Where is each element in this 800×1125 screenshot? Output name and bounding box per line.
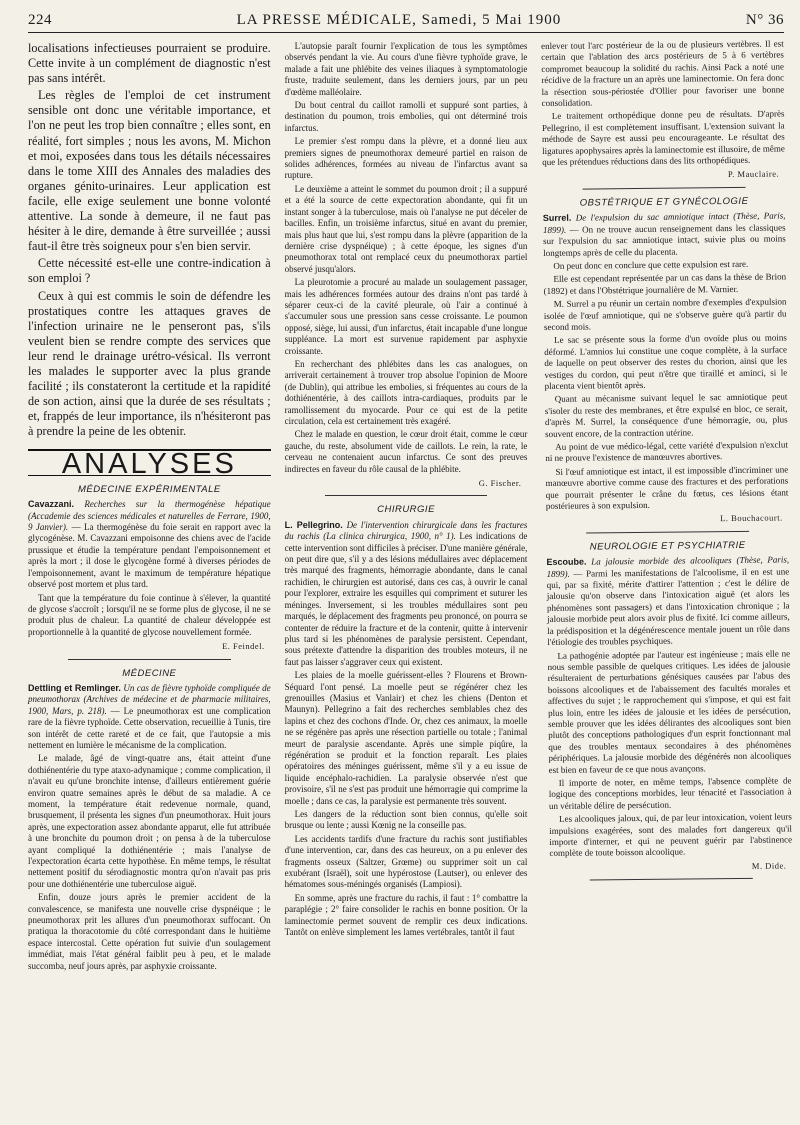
rubric-heading: NEUROLOGIE ET PSYCHIATRIE bbox=[589, 539, 746, 553]
abstract-text: Le malade, âgé de vingt-quatre ans, était atteint d'une dothiénentérie du type ataxo-adynamique ; comme complication, il n'avait eu qu'une bronchite intense, d'ailleurs entièrement guérie environ quatre semaines après le début de sa maladie. A ce moment, la température était redevenue normale, quand, brusquement, il présenta les signes d'un pneumothorax. Huit jours après, une expectoration assez abondante apparut, elle fut attribuée à une bronchite du poumon droit ; on pensa à de la tuberculose ayant compliqué la dothiénentérie ; mais l'analyse de l'expectoration écarta cette hypothèse. En même temps, le résultat nettement positif du sérodiagnostic montra qu'on n'avait pas pris pour une dothiénentérie une tuberculose aiguë. bbox=[28, 753, 271, 889]
abstract-text: Les plaies de la moelle guérissent-elles ? Flourens et Brown-Séquard l'ont pensé. La moelle peut se régénérer chez les grenouilles (Masius et Vanlair) et chez les chiens (Denton et Maunyn). Pellegrino a fait des recherches semblables chez des lapins et chez des cochons d'Inde. Or, chez ces animaux, la moelle ne se régénère pas après une résection partielle ou totale ; l'animal meurt de paralysie ascendante. Après une simple piqûre, la régénération se produit et la fonction reparaît. Les plaies opératoires des méninges guérissent, même s'il y a eu issue de liquide encéphalo-rachidien. La paralysie observée n'est que provisoire, s'il ne s'est pas produit une hémorragie qui comprime la moelle ; dans ce cas, la paralysie est permanente très souvent. bbox=[284, 670, 528, 806]
abstract-text: — Le pneumothorax est une complication rare de la fièvre typhoïde. Cette observation, recueillie à Tunis, tire son intérêt de cette rareté et de ce fait, que l'autopsie a mis nettement en lumière le mécanisme de la complication. bbox=[28, 705, 271, 750]
paragraph: Ceux à qui est commis le soin de défendre les prostatiques contre les attaques graves de l'infection urinaire ne le penseront pas, s'ils veulent bien se rendre compte des services que leur rend le drainage urétro-vésical. Ils verront les malades le supporter avec la plus grande facilité ; ils constateront la certitude et la rapidité de son action, ainsi que la durée de ses résultats ; et, frappés de leur importance, ils n'hésiteront pas à prendre la peine de les obtenir. bbox=[28, 288, 271, 439]
abstract-text: enlever tout l'arc postérieur de la ou de plusieurs vertèbres. Il est certain que l'ablation des arcs postérieurs de 5 à 6 vertèbres compromet beaucoup la solidité du rachis. Ainsi Pack a noté une récidive de la fracture un an après une laminectomie. On fera donc la résection sous-périostée d'Ollier pour favoriser une bonne consolidation. bbox=[541, 38, 785, 109]
abstract-text: En recherchant des phlébites dans les cas analogues, on arriverait certainement à trouver trop absolue l'opinion de Moore (de Dublin), qui attribue les embolies, si fréquentes au cours de la dothiénentérie, à des caillots intra-cardiaques, produits par le ramollissement du myocarde. Pour ce qui est de la petite circulation, cela est certainement très exagéré. bbox=[284, 358, 528, 426]
abstract-text: La pleurotomie a procuré au malade un soulagement passager, mais les adhérences formées autour des drains n'ont pas tardé à séparer ceux-ci de la cavité pleurale, où l'air a continué à s'accumuler sous une pression sans cesse croissante. Le poumon opposé, siège, lui aussi, d'un infarctus, était incapable d'une longue suppléance. La mort est survenue rapidement par asphyxie croissante. bbox=[284, 277, 528, 356]
issue-number: N° 36 bbox=[745, 12, 784, 28]
signature: P. Mauclaire. bbox=[728, 168, 780, 180]
separator bbox=[325, 495, 488, 496]
abstract-title: De l'expulsion du sac amniotique intact bbox=[576, 211, 730, 223]
abstract-title: De l'intervention chirurgicale dans les fractures du rachis bbox=[284, 519, 528, 542]
rubric-heading: OBSTÉTRIQUE ET GYNÉCOLOGIE bbox=[579, 195, 749, 209]
abstract-entry bbox=[28, 683, 271, 972]
paragraph: Cette nécessité est-elle une contre-indication à son emploi ? bbox=[28, 256, 271, 286]
column-right bbox=[541, 38, 793, 974]
column-middle bbox=[285, 41, 528, 974]
abstract-author: Escoube. bbox=[546, 556, 587, 568]
abstract-text: Si l'œuf amniotique est intact, il est impossible d'incriminer une manœuvre abortive comme cause des fractures et des perforations que pourrait présenter le crâne du fœtus, ces lésions étant postérieures à son expulsion. bbox=[545, 464, 789, 512]
abstract-text: — On ne trouve aucun renseignement dans les classiques sur l'expulsion du sac amniotique intact, suivie plus ou moins longtemps après de celle du placenta. bbox=[543, 222, 787, 258]
abstract-text: Enfin, douze jours après le premier accident de la convalescence, se manifesta une nouvelle crise dyspnéique ; le pneumothorax prit les allures d'un pneumothorax suffocant. On pratiqua la thoracotomie du côté correspondant dans le huitième espace intercostal. Cette opération fut suivie d'un soulagement immédiat, mais l'état général faiblit peu à peu, et le malade succomba, neuf jours après, par asphyxie croissante. bbox=[28, 892, 271, 971]
abstract-title: Recherches sur la thermogénèse hépatique bbox=[84, 499, 271, 510]
separator bbox=[68, 659, 231, 660]
column-left bbox=[28, 41, 271, 974]
section-title: ANALYSES bbox=[61, 448, 237, 481]
abstract-text: Chez le malade en question, le cœur droit était, comme le cœur gauche, du reste, absolument vide de caillots. Le rein, la rate, le cerveau ne contenaient aucun infarctus. Ce sont des preuves indirectes en faveur du rôle causal de la phlébite. bbox=[284, 429, 528, 474]
abstract-text: — La thermogénèse du foie serait en rapport avec la glycogénèse. M. Cavazzani empoisonne des chiens avec de l'acide prussique et étudie la température pendant l'empoisonnement et après la mort ; il dose le glycogène formé à diverses périodes de l'empoisonnement, avant le maximum de température hépatique observé post mortem et plus tard. bbox=[28, 522, 271, 590]
abstract-author: Dettling et Remlinger. bbox=[28, 682, 121, 693]
abstract-author: L. Pellegrino. bbox=[284, 519, 343, 530]
rubric-heading: CHIRURGIE bbox=[377, 504, 435, 516]
abstract-text: Quant au mécanisme suivant lequel le sac amniotique peut s'isoler du reste des membranes, et être expulsé en bloc, ce serait, d'après M. Surrel, la conséquence d'une hémorragie, ou, plus souvent encore, de la contraction utérine. bbox=[545, 391, 789, 439]
page-header bbox=[28, 12, 784, 33]
abstract-text: Les indications de cette intervention sont difficiles à préciser. D'une manière générale, on peut dire que, s'il y a des lésions médullaires avec déplacement très marqué des fragments, hémorragie abondante, dans le canal rachidien, le chirurgien est autorisé, dans ces cas, à ouvrir le canal pour l'explorer, extraire les esquilles qui compriment et suturer les méninges. Inversement, si les troubles médullaires sont peu marqués, le déplacement des fragments peu prononcé, on pourra se contenter de réduire la fracture et de la contenir, quitte à intervenir plus tard si les phénomènes de paralysie persistent. Cependant, sous prétexte d'attendre la disparition des troubles moteurs, il ne faut pas laisser s'aggraver ceux qui existent. bbox=[284, 531, 528, 667]
abstract-text: La pathogénie adoptée par l'auteur est ingénieuse ; mais elle ne nous semble passible de quelques critiques. Les idées de jalousie résulteraient de perturbations génésiques causées par l'abus des boissons alcooliques et de l'abaissement des facultés morales et affectives du sujet ; le rapprochement qui s'impose, et qui est fait plus loin, entre les idées de jalousie et les idées de persécution, semble prouver que les idées délirantes des alcooliques sont bien plutôt des conceptions pathologiques d'un esprit fonctionnant mal que des troubles mentaux secondaires à des phénomènes périphériques. La jalousie morbide des dégénérés non alcooliques est bien en faveur de ce que nous avançons. bbox=[547, 647, 792, 775]
abstract-text: Le traitement orthopédique donne peu de résultats. D'après Pellegrino, il est complètement insuffisant. L'extension suivant la méthode de Sayre est aussi peu encourageante. Le résultat des ligatures apophysaires après la laminectomie est illusoire, de même que les prétendues réductions dans des lits orthopédiques. bbox=[542, 108, 786, 168]
separator bbox=[583, 187, 746, 190]
separator bbox=[586, 531, 749, 534]
abstract-source: (La clinica chirurgica, 1900, n° 1). bbox=[323, 531, 456, 542]
abstract-text: Les accidents tardifs d'une fracture du rachis sont justifiables d'une intervention, car, dans des cas heureux, on a pu enlever des fragments osseux (Saltzer, Grœme) ou supprimer soit un cal exubérant (Israël), soit une hypérostose (Lautser), ou enlever des hématomes sous-méningés organisés (Lampiosi). bbox=[284, 833, 528, 890]
signature: L. Bouchacourt. bbox=[720, 512, 784, 524]
signature: G. Fischer. bbox=[478, 478, 522, 489]
abstract-author: Surrel. bbox=[543, 212, 572, 224]
journal-title: LA PRESSE MÉDICALE, Samedi, 5 Mai 1900 bbox=[236, 12, 562, 28]
rubric-heading: MÉDECINE EXPÉRIMENTALE bbox=[77, 483, 221, 495]
abstract-text: Les dangers de la réduction sont bien connus, qu'elle soit brusque ou lente ; aussi Kœnig ne la conseille pas. bbox=[284, 809, 528, 831]
rubric-heading: MÉDECINE bbox=[122, 667, 177, 679]
abstract-title: La jalousie morbide des alcooliques bbox=[591, 555, 733, 567]
abstract-text: On peut donc en conclure que cette expulsion est rare. bbox=[553, 258, 749, 271]
abstract-text: Au point de vue médico-légal, cette variété d'expulsion n'exclut ni ne prouve l'existence de manœuvres abortives. bbox=[545, 439, 789, 464]
abstract-text: En somme, après une fracture du rachis, il faut : 1° combattre la paraplégie ; 2° faire consolider le rachis en bonne position. Or la laminectomie permet souvent de remplir ces deux indications. Tantôt on enlève simplement les lames vertébrales, tantôt il faut bbox=[284, 892, 528, 938]
abstract-text: M. Surrel a pu réunir un certain nombre d'exemples d'expulsion isolée de l'œuf amniotique, qui ne s'observe guère qu'à partir du second mois. bbox=[544, 296, 787, 332]
abstract-text: — Parmi les manifestations de l'alcoolisme, il en est une qui, par sa fixité, mérite d'attirer l'attention ; c'est le délire de jalousie qu'on observe dans l'intoxication aiguë (et alors les phénomènes sont passagers) et dans l'intoxication chronique ; la jalousie morbide peut alors avoir plus de fixité. Ici comme ailleurs, la prédisposition et la dégénérescence mentale jouent un rôle dans l'étiologie des troubles psychiques. bbox=[546, 566, 791, 648]
signature: M. Dide. bbox=[752, 860, 787, 871]
abstract-entry bbox=[28, 499, 271, 638]
paragraph: Les règles de l'emploi de cet instrument sensible ont donc une véritable importance, et l'on ne peut les trop bien connaître ; elles sont, en réalité, fort simples ; nous les avons, M. Michon et moi, exposées dans tous les détails nécessaires dans le tome XIII des Annales des maladies des organes génito-urinaires. Leur application est facile, elle exige seulement une bonne volonté attentive. La sonde à demeure, il ne faut pas hésiter à le dire, demande à être surveillée ; aussi faut-il être très soigneux pour s'en bien servir. bbox=[28, 88, 271, 254]
abstract-text: Les alcooliques jaloux, qui, de par leur intoxication, voient leurs impulsions exagérées, sont des malades fort dangereux qu'il importe d'interner, et qui ne peuvent guérir par l'abstinence complète de toute boisson alcoolique. bbox=[549, 811, 793, 859]
abstract-source: (Accademie des sciences médicales et naturelles de Ferrare, 1900, 9 Janvier). bbox=[28, 510, 271, 533]
abstract-title: Un cas de fièvre typhoïde compliquée de pneumothorax bbox=[28, 682, 271, 705]
separator bbox=[590, 878, 753, 881]
page-number: 224 bbox=[28, 12, 52, 28]
text-columns bbox=[28, 38, 793, 974]
abstract-source: (Archives de médecine et de pharmacie militaires, 1900, Mars, p. 218). bbox=[28, 694, 271, 716]
abstract-text: Le premier s'est rompu dans la plèvre, et a donné lieu aux premiers signes de pneumothorax demeuré partiel en raison de solides adhérences, formées au niveau de l'infarctus avant sa rupture. bbox=[284, 136, 528, 181]
abstract-text: Elle est cependant représentée par un cas dans la thèse de Brion (1892) et dans l'Obstétrique journalière de M. Varnier. bbox=[543, 271, 787, 296]
abstract-text: Il importe de noter, en même temps, l'absence complète de logique des conceptions morbides, leur ténacité et l'association à un véritable délire de persécution. bbox=[549, 775, 792, 811]
abstract-text: Tant que la température du foie continue à s'élever, la quantité de glycose s'accroît ; lorsqu'il ne se forme plus de glycose, il ne se produit plus de chaleur. La quantité de chaleur développée est proportionnelle à la quantité de glycose nouvellement formée. bbox=[28, 592, 271, 637]
abstract-text: Le deuxième a atteint le sommet du poumon droit ; il a suppuré et a été la source de cette expectoration abondante, qui fit un instant songer à la tuberculose, mais où l'analyse ne put déceler de bacilles. Enfin, un troisième infarctus, situé en avant du premier, mais plus haut que lui, s'est rompu dans la plèvre (apparition de la dernière crise dyspnéique) ; à cette époque, les signes d'un pneumothorax total ont remplacé ceux du pneumothorax partiel observé jusqu'alors. bbox=[284, 183, 528, 274]
paragraph: localisations infectieuses pourraient se produire. Cette invite à un complément de diagnostic n'est pas sans intérêt. bbox=[28, 41, 271, 86]
abstract-source: (Thèse, Paris, 1899). bbox=[546, 554, 790, 579]
abstract-text: L'autopsie paraît fournir l'explication de tous les symptômes observés pendant la vie. Au cours d'une fièvre typhoïde grave, le malade a fait une phlébite des veines iliaques à symptomatologie fruste, traduite seulement, dans les derniers jours, par un peu d'œdème malléolaire. bbox=[284, 41, 528, 97]
abstract-source: (Thèse, Paris, 1899). bbox=[543, 210, 786, 235]
abstract-text: Du bout central du caillot ramolli et suppuré sont parties, à destination du poumon, trois embolies, qui ont déterminé trois infarctus. bbox=[284, 100, 528, 133]
abstract-text: Le sac se présente sous la forme d'un ovoïde plus ou moins déformé. L'amnios lui constitue une coque complète, à la surface de laquelle on peut observer des restes du chorion, ainsi que les vestiges du cordon, qui peut n'être que tiraillé et aminci, si le placenta vient bientôt après. bbox=[544, 332, 788, 391]
abstract-author: Cavazzani. bbox=[28, 499, 75, 510]
signature: E. Feindel. bbox=[222, 641, 265, 652]
